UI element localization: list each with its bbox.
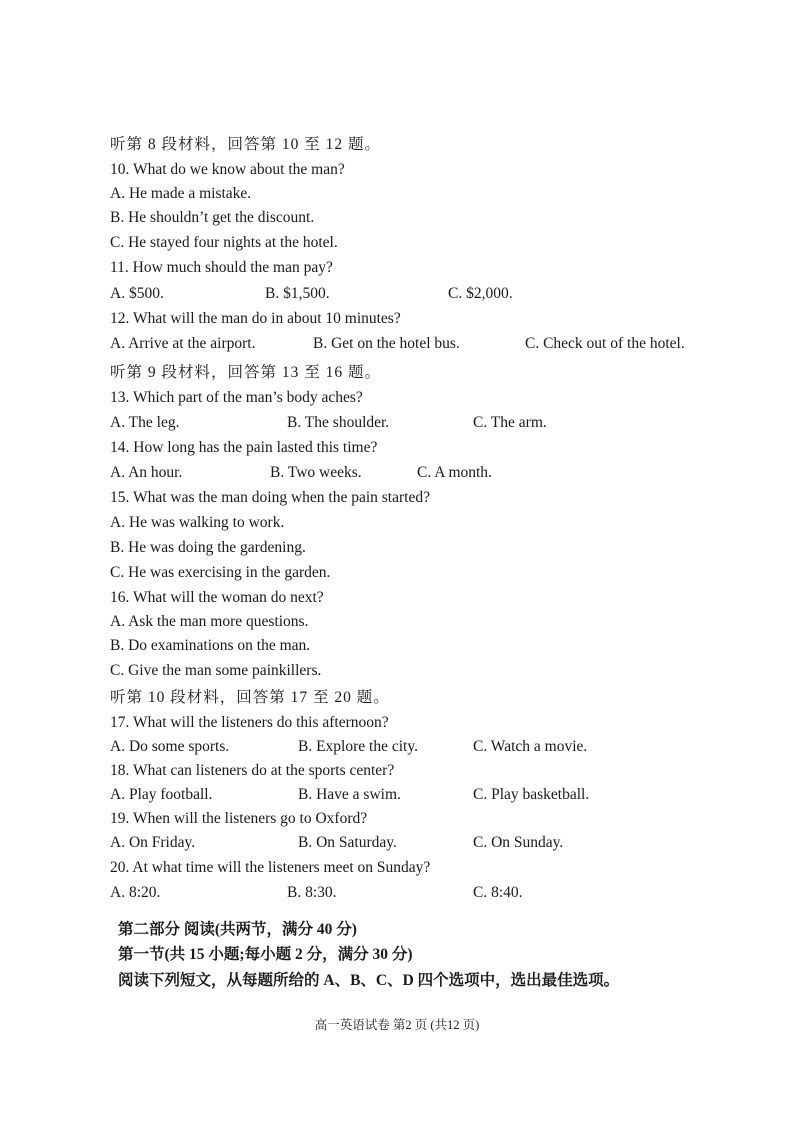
question-13-option-c: C. The arm. [473,414,547,431]
question-11-option-a: A. $500. [110,285,164,302]
part-2-heading: 第二部分 阅读(共两节，满分 40 分) [118,921,357,938]
question-19-option-c: C. On Sunday. [473,834,564,851]
question-17-stem: 17. What will the listeners do this afternoon? [110,714,389,731]
question-16-option-c: C. Give the man some painkillers. [110,662,322,679]
question-12-option-a: A. Arrive at the airport. [110,335,256,352]
question-17-option-c: C. Watch a movie. [473,738,588,755]
question-12-option-c: C. Check out of the hotel. [525,335,685,352]
question-13-option-a: A. The leg. [110,414,180,431]
question-14-option-a: A. An hour. [110,464,183,481]
question-18-option-c: C. Play basketball. [473,786,590,803]
question-16-option-b: B. Do examinations on the man. [110,637,311,654]
question-10-option-b: B. He shouldn’t get the discount. [110,209,315,226]
question-20-option-c: C. 8:40. [473,884,523,901]
page-footer: 高一英语试卷 第2 页 (共12 页) [314,1018,480,1032]
question-14-option-c: C. A month. [417,464,492,481]
question-15-option-a: A. He was walking to work. [110,514,285,531]
question-14-option-b: B. Two weeks. [270,464,362,481]
question-20-option-a: A. 8:20. [110,884,161,901]
part-2-section-1-heading: 第一节(共 15 小题;每小题 2 分，满分 30 分) [118,946,413,963]
question-15-option-c: C. He was exercising in the garden. [110,564,331,581]
question-20-option-b: B. 8:30. [287,884,337,901]
question-15-option-b: B. He was doing the gardening. [110,539,306,556]
question-15-stem: 15. What was the man doing when the pain started? [110,489,430,506]
question-12-stem: 12. What will the man do in about 10 minutes? [110,310,401,327]
question-17-option-a: A. Do some sports. [110,738,230,755]
question-19-option-b: B. On Saturday. [298,834,397,851]
section-9-heading: 听第 9 段材料，回答第 13 至 16 题。 [110,364,382,381]
question-18-option-a: A. Play football. [110,786,213,803]
question-10-option-a: A. He made a mistake. [110,185,252,202]
question-10-option-c: C. He stayed four nights at the hotel. [110,234,338,251]
question-20-stem: 20. At what time will the listeners meet on Sunday? [110,859,431,876]
reading-instruction: 阅读下列短文，从每题所给的 A、B、C、D 四个选项中，选出最佳选项。 [118,972,620,989]
question-11-stem: 11. How much should the man pay? [110,259,333,276]
section-8-heading: 听第 8 段材料，回答第 10 至 12 题。 [110,136,382,153]
question-18-option-b: B. Have a swim. [298,786,401,803]
question-19-option-a: A. On Friday. [110,834,196,851]
question-11-option-c: C. $2,000. [448,285,513,302]
question-13-option-b: B. The shoulder. [287,414,390,431]
question-16-option-a: A. Ask the man more questions. [110,613,309,630]
question-19-stem: 19. When will the listeners go to Oxford? [110,810,368,827]
question-11-option-b: B. $1,500. [265,285,330,302]
question-18-stem: 18. What can listeners do at the sports center? [110,762,395,779]
question-10-stem: 10. What do we know about the man? [110,161,345,178]
question-13-stem: 13. Which part of the man’s body aches? [110,389,363,406]
section-10-heading: 听第 10 段材料，回答第 17 至 20 题。 [110,689,390,706]
question-17-option-b: B. Explore the city. [298,738,418,755]
question-14-stem: 14. How long has the pain lasted this time? [110,439,378,456]
question-16-stem: 16. What will the woman do next? [110,589,324,606]
question-12-option-b: B. Get on the hotel bus. [313,335,460,352]
